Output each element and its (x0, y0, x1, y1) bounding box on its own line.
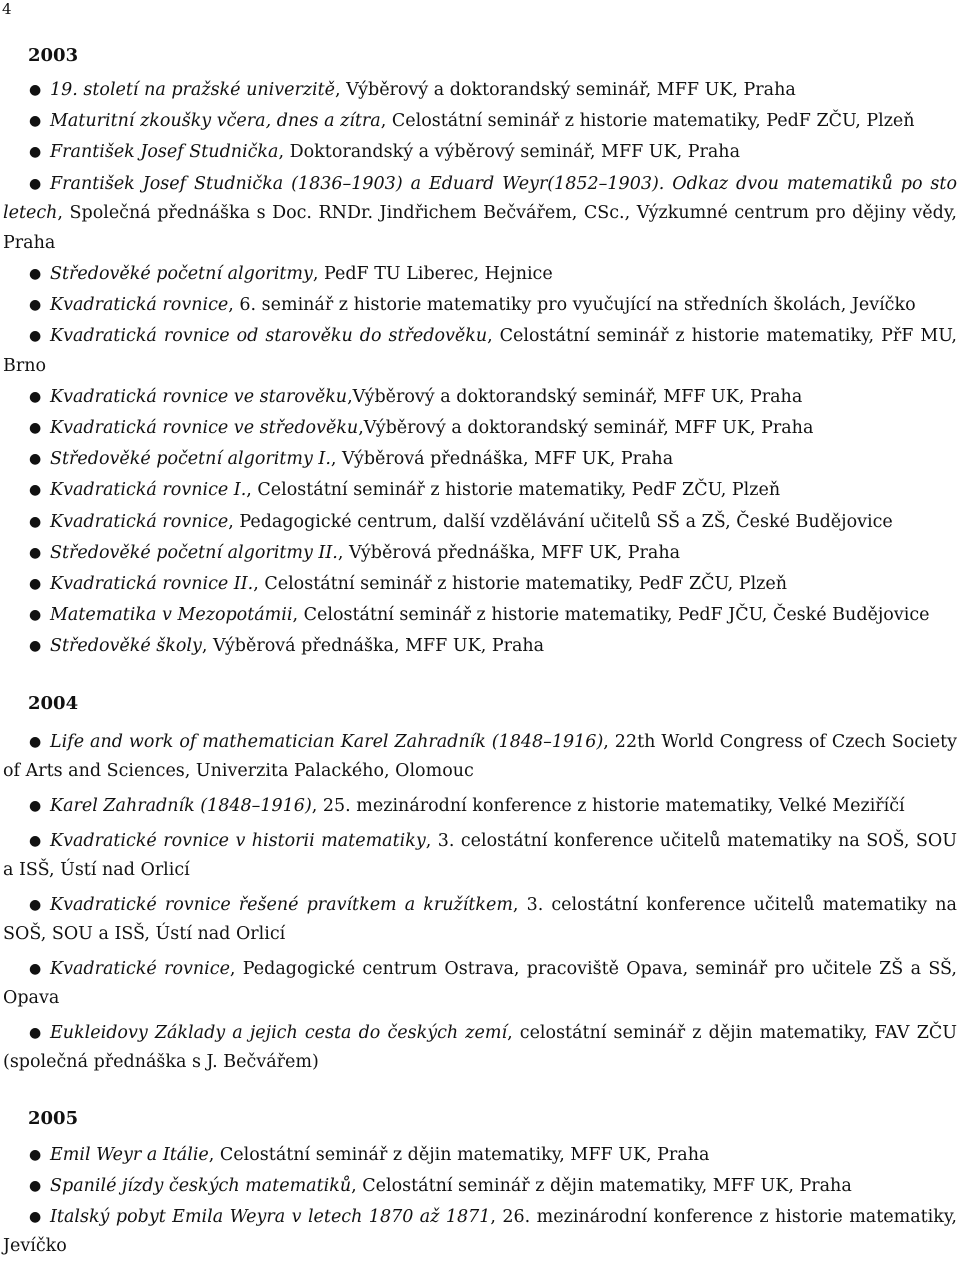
talk-venue: , Celostátní seminář z historie matematiky, PedF ZČU, Plzeň (380, 111, 915, 132)
bullet-icon: ● (29, 607, 42, 624)
bullet-icon: ● (29, 482, 42, 499)
bullet-icon: ● (29, 575, 42, 592)
talk-title: Kvadratická rovnice ve středověku (50, 418, 359, 438)
talk-title: Italský pobyt Emila Weyra v letech 1870 až 1871 (50, 1206, 491, 1227)
section-2005 (3, 1107, 957, 1261)
bullet-icon: ● (29, 960, 42, 977)
talk-venue: , Výběrová přednáška, MFF UK, Praha (330, 449, 674, 470)
talk-venue: , Pedagogické centrum Ostrava, pracoviště Opava, seminář pro učitele ZŠ a SŠ, Opava (3, 958, 957, 1008)
talk-venue: , Doktorandský a výběrový seminář, MFF UK, Praha (278, 142, 741, 163)
talk-venue: , 3. celostátní konference učitelů matematiky na SOŠ, SOU a ISŠ, Ústí nad Orlicí (3, 830, 958, 880)
talk-venue: , 6. seminář z historie matematiky pro vyučující na středních školách, Jevíčko (228, 294, 916, 315)
talk-venue: , 3. celostátní konference učitelů matematiky na SOŠ, SOU a ISŠ, Ústí nad Orlicí (3, 894, 957, 944)
section-2004 (3, 692, 957, 1077)
bullet-icon: ● (29, 1177, 42, 1194)
talk-title: Kvadratické rovnice v historii matematiky (50, 830, 426, 851)
list-item (3, 1203, 957, 1261)
bullet-icon: ● (29, 544, 42, 561)
list-item (3, 383, 957, 413)
bullet-icon: ● (29, 82, 42, 98)
talk-venue: , Celostátní seminář z historie matematiky, PedF JČU, České Budějovice (292, 605, 930, 626)
talk-venue: , Celostátní seminář z historie matematiky, PedF ZČU, Plzeň (246, 480, 781, 501)
talk-title: Středověké početní algoritmy II. (50, 542, 338, 563)
list-item (3, 1019, 957, 1077)
document-body (3, 36, 957, 1263)
talk-venue: , 22th World Congress of Czech Society of Arts and Sciences, Univerzita Palackého, Olomouc (3, 731, 958, 781)
bullet-icon: ● (29, 1146, 42, 1163)
talk-title: Kvadratická rovnice I. (50, 480, 247, 501)
list-item (3, 632, 957, 662)
talk-title: František Josef Studnička (50, 142, 279, 163)
talk-venue: , Celostátní seminář z dějin matematiky, MFF UK, Praha (208, 1144, 710, 1165)
list-item (3, 107, 957, 137)
entry-list (3, 76, 957, 662)
bullet-icon: ● (29, 175, 42, 192)
talk-venue: , 25. mezinárodní konference z historie matematiky, Velké Meziříčí (311, 795, 905, 816)
bullet-icon: ● (29, 896, 42, 913)
talk-title: Kvadratické rovnice (50, 958, 230, 979)
list-item (3, 170, 957, 259)
bullet-icon: ● (29, 513, 42, 530)
bullet-icon: ● (29, 296, 42, 313)
bullet-icon: ● (29, 797, 42, 814)
list-item (3, 76, 957, 106)
list-item (3, 792, 957, 821)
talk-title: František Josef Studnička (1836–1903) a Eduard Weyr(1852–1903). Odkaz dvou matematiků po sto letech (3, 173, 957, 224)
talk-venue: , Společná přednáška s Doc. RNDr. Jindřichem Bečvářem, CSc., Výzkumné centrum pro dějiny vědy, Praha (3, 203, 957, 253)
talk-title: Středověké školy (50, 636, 202, 657)
bullet-icon: ● (29, 1208, 42, 1225)
bullet-icon: ● (29, 113, 42, 130)
talk-title: 19. století na pražské univerzitě (50, 80, 336, 100)
talk-title: Středověké početní algoritmy (50, 263, 313, 284)
bullet-icon: ● (29, 1024, 42, 1041)
talk-title: Kvadratická rovnice od starověku do středověku (50, 326, 488, 347)
year-heading: 2004 (28, 692, 79, 714)
talk-title: Kvadratická rovnice ve starověku (50, 386, 348, 407)
bullet-icon: ● (29, 144, 42, 161)
talk-venue: , Výběrová přednáška, MFF UK, Praha (337, 542, 681, 563)
talk-title: Maturitní zkoušky včera, dnes a zítra (50, 111, 381, 132)
talk-title: Karel Zahradník (1848–1916) (50, 795, 312, 816)
list-item (3, 322, 957, 381)
year-heading: 2003 (28, 45, 79, 66)
talk-venue: , Pedagogické centrum, další vzdělávání učitelů SŠ a ZŠ, České Budějovice (228, 511, 893, 532)
talk-title: Life and work of mathematician Karel Zahradník (1848–1916) (50, 731, 604, 752)
talk-title: Emil Weyr a Itálie (50, 1144, 209, 1165)
talk-venue: , 26. mezinárodní konference z historie matematiky, Jevíčko (3, 1206, 957, 1256)
bullet-icon: ● (29, 388, 42, 405)
bullet-icon: ● (29, 638, 42, 655)
list-item (3, 291, 957, 321)
talk-venue: , Celostátní seminář z historie matematiky, PřF MU, Brno (3, 326, 957, 376)
list-item (3, 539, 957, 569)
list-item (3, 138, 957, 168)
list-item (3, 414, 957, 444)
list-item (3, 601, 957, 631)
list-item (3, 445, 957, 475)
bullet-icon: ● (29, 265, 42, 282)
list-item (3, 570, 957, 600)
talk-title: Kvadratická rovnice (50, 294, 229, 315)
talk-venue: , Výběrová přednáška, MFF UK, Praha (201, 636, 545, 657)
page-number: 4 (2, 0, 12, 18)
section-2003 (3, 44, 957, 662)
bullet-icon: ● (29, 451, 42, 468)
talk-title: Matematika v Mezopotámii (50, 605, 293, 626)
talk-venue: , PedF TU Liberec, Hejnice (312, 263, 553, 284)
talk-title: Eukleidovy Základy a jejich cesta do českých zemí (50, 1022, 508, 1043)
bullet-icon: ● (29, 420, 42, 436)
list-item (3, 1141, 957, 1170)
bullet-icon: ● (29, 328, 42, 345)
list-item (3, 955, 957, 1013)
entry-list (3, 1141, 957, 1261)
bullet-icon: ● (29, 733, 42, 750)
talk-title: Kvadratické rovnice řešené pravítkem a kružítkem (50, 894, 513, 915)
entry-list (3, 728, 957, 1077)
talk-title: Kvadratická rovnice (50, 511, 229, 532)
list-item (3, 260, 957, 290)
list-item (3, 1172, 957, 1201)
talk-venue: , Celostátní seminář z dějin matematiky, MFF UK, Praha (351, 1175, 852, 1196)
year-heading: 2005 (28, 1107, 79, 1129)
bullet-icon: ● (29, 832, 42, 849)
talk-title: Kvadratická rovnice II. (50, 573, 254, 594)
talk-title: Středověké početní algoritmy I. (50, 449, 331, 470)
list-item (3, 476, 957, 506)
talk-venue: ,Výběrový a doktorandský seminář, MFF UK, Praha (358, 418, 814, 438)
list-item (3, 827, 957, 885)
list-item (3, 891, 957, 949)
talk-venue: ,Výběrový a doktorandský seminář, MFF UK, Praha (347, 386, 803, 407)
talk-venue: , celostátní seminář z dějin matematiky, FAV ZČU (společná přednáška s J. Bečvářem) (3, 1022, 957, 1072)
talk-venue: , Celostátní seminář z historie matematiky, PedF ZČU, Plzeň (253, 573, 788, 594)
talk-title: Spanilé jízdy českých matematiků (50, 1175, 352, 1196)
list-item (3, 508, 957, 538)
talk-venue: , Výběrový a doktorandský seminář, MFF UK, Praha (335, 80, 796, 100)
list-item (3, 728, 957, 786)
